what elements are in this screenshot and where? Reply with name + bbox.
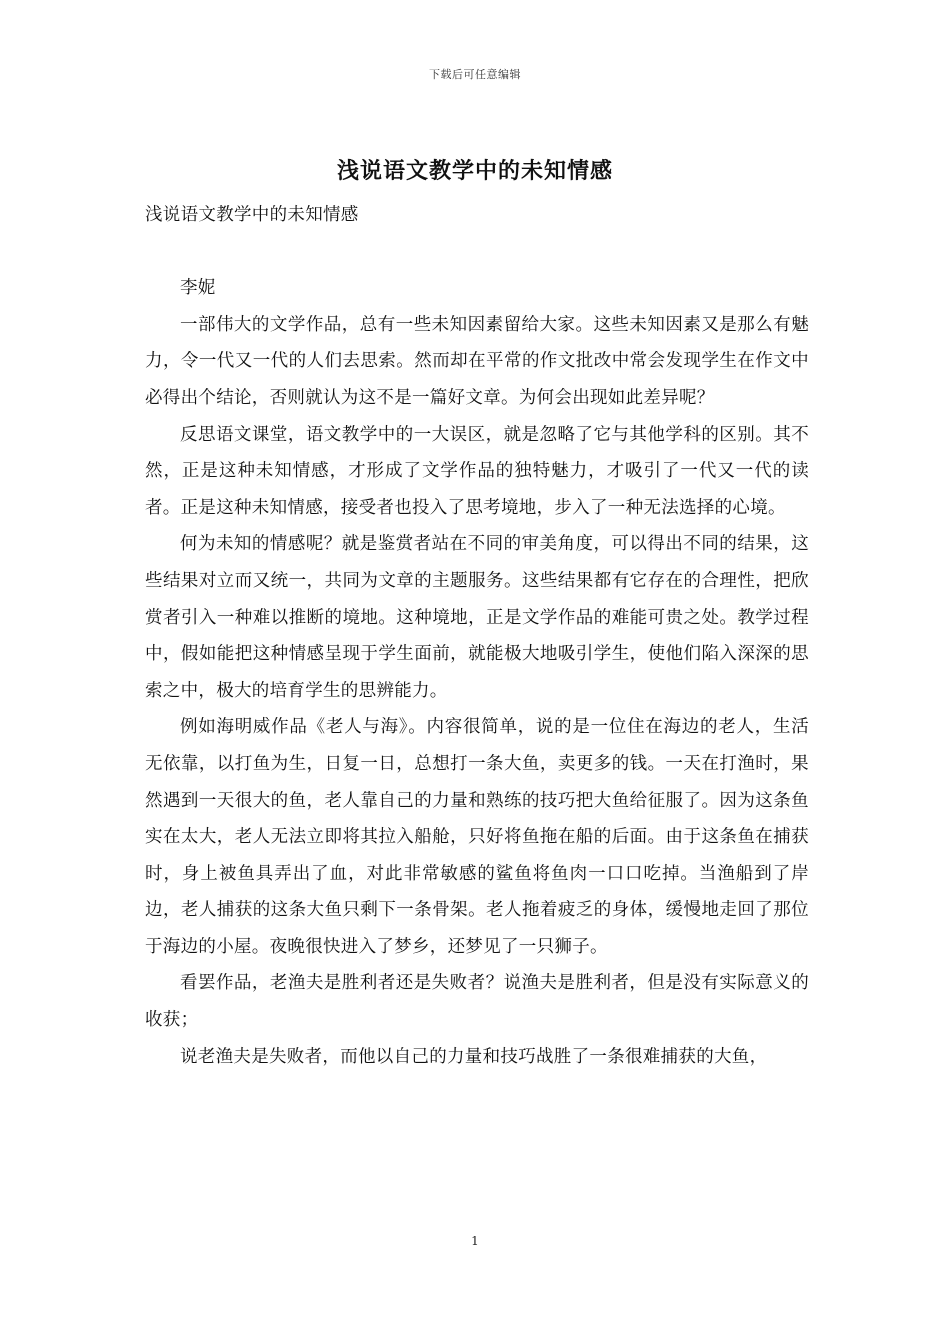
paragraph: 看罢作品，老渔夫是胜利者还是失败者？说渔夫是胜利者，但是没有实际意义的收获； bbox=[145, 973, 809, 1031]
header-note: 下载后可任意编辑 bbox=[429, 68, 521, 81]
page-number: 1 bbox=[471, 1234, 479, 1248]
document-subtitle: 浅说语文教学中的未知情感 bbox=[145, 205, 359, 225]
paragraph: 例如海明威作品《老人与海》。内容很简单，说的是一位住在海边的老人，生活无依靠，以打鱼为生，日复一日，总想打一条大鱼，卖更多的钱。一天在打渔时，果然遇到一天很大的鱼，老人靠自己的力量和熟练的技巧把大鱼给征服了。因为这条鱼实在太大，老人无法立即将其拉入船舱，只好将鱼拖在船的后面。由于这条鱼在捕获时，身上被鱼具弄出了血，对此非常敏感的鲨鱼将鱼肉一口口吃掉。当渔船到了岸边，老人捕获的这条大鱼只剩下一条骨架。老人拖着疲乏的身体，缓慢地走回了那位于海边的小屋。夜晚很快进入了梦乡，还梦见了一只狮子。 bbox=[145, 717, 809, 957]
paragraph: 反思语文课堂，语文教学中的一大误区，就是忽略了它与其他学科的区别。其不然，正是这种未知情感，才形成了文学作品的独特魅力，才吸引了一代又一代的读者。正是这种未知情感，接受者也投入了思考境地，步入了一种无法选择的心境。 bbox=[145, 424, 809, 518]
paragraph: 何为未知的情感呢？就是鉴赏者站在不同的审美角度，可以得出不同的结果，这些结果对立而又统一，共同为文章的主题服务。这些结果都有它存在的合理性，把欣赏者引入一种难以推断的境地。这种境地，正是文学作品的难能可贵之处。教学过程中，假如能把这种情感呈现于学生面前，就能极大地吸引学生，使他们陷入深深的思索之中，极大的培育学生的思辨能力。 bbox=[145, 534, 809, 701]
paragraph: 一部伟大的文学作品，总有一些未知因素留给大家。这些未知因素又是那么有魅力，令一代又一代的人们去思索。然而却在平常的作文批改中常会发现学生在作文中必得出个结论，否则就认为这不是一篇好文章。为何会出现如此差异呢？ bbox=[145, 314, 809, 408]
blank-line bbox=[145, 234, 809, 271]
document-title: 浅说语文教学中的未知情感 bbox=[336, 158, 613, 184]
document-body bbox=[145, 197, 809, 1075]
author-name: 李妮 bbox=[180, 278, 216, 299]
paragraph: 说老渔夫是失败者，而他以自己的力量和技巧战胜了一条很难捕获的大鱼， bbox=[180, 1046, 768, 1067]
